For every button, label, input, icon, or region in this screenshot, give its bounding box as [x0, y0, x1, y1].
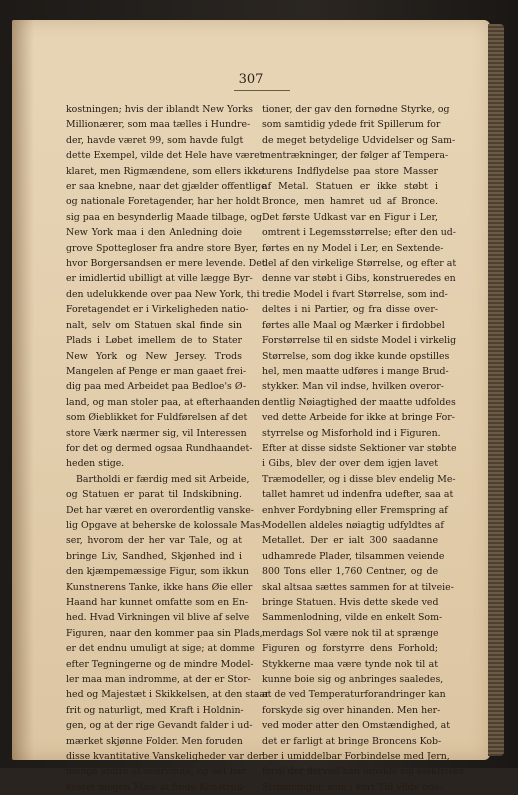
text-line: sig paa en besynderlig Maade tilbage, og: [66, 211, 263, 223]
text-line: Strømninger, som i kort Tid vilde ode-: [262, 781, 443, 793]
text-line: Millionærer, som maa tælles i Hundre-: [66, 119, 251, 131]
text-line: del af den virkelige Størrelse, og efter at: [262, 258, 457, 270]
text-line: efter Tegningerne og de mindre Model-: [66, 658, 254, 670]
text-line: hed. Hvad Virkningen vil blive af selve: [66, 612, 250, 624]
text-line: mærket skjønne Folder. Men foruden: [66, 735, 243, 747]
text-line: Det første Udkast var en Figur i Ler,: [262, 211, 438, 223]
text-line: den kjæmpemæssige Figur, som ikkun: [66, 566, 249, 578]
left-column: [66, 102, 270, 795]
text-line: mentrækninger, der følger af Tempera-: [262, 150, 449, 162]
page-number: 307: [238, 72, 264, 87]
text-line: denne var støbt i Gibs, konstrueredes en: [262, 273, 456, 285]
text-line: at de ved Temperaturforandringer kan: [262, 689, 446, 701]
text-line: ler maa man indromme, at der er Stor-: [66, 674, 251, 686]
text-line: ber i umiddelbar Forbindelse med Jern,: [262, 751, 450, 763]
text-line: af Metal. Statuen er ikke støbt i: [262, 181, 438, 193]
text-line: 800 Tons eller 1,760 Centner, og de: [262, 566, 438, 578]
text-line: Størrelse, som dog ikke kunde opstilles: [262, 350, 450, 362]
text-line: hel, men maatte udføres i mange Brud-: [262, 365, 449, 377]
text-line: stykker. Man vil indse, hvilken overor-: [262, 381, 444, 393]
text-line: bringe Statuen. Hvis dette skede ved: [262, 597, 439, 608]
text-line: klaret, men Rigmændene, som ellers ikke: [66, 165, 264, 177]
text-line: deltes i ni Partier, og fra disse over-: [262, 304, 438, 316]
text-line: Stykkerne maa være tynde nok til at: [262, 658, 438, 670]
text-line: disse kvantitative Vanskeligheder var der: [66, 751, 264, 763]
text-line: er saa knebne, naar det gjælder offentlige: [66, 181, 267, 193]
text-line: Mangelen af Penge er man gaaet frei-: [66, 365, 247, 377]
text-line: Efter at disse sidste Sektioner var støbte: [262, 442, 457, 454]
text-line: er det endnu umuligt at sige; at domme: [66, 643, 255, 655]
text-line: bringe Liv, Sandhed, Skjønhed ind i: [66, 550, 242, 562]
text-line: førtes en ny Model i Ler, en Sextende-: [262, 242, 444, 254]
text-line: tioner, der gav den fornødne Styrke, og: [262, 104, 450, 115]
text-line: ved moder atter den Omstændighed, at: [262, 720, 450, 732]
text-line: Forstørrelse til en sidste Model i virkelig: [262, 335, 457, 347]
text-line: Figuren og forstyrre dens Forhold;: [262, 643, 438, 655]
text-line: New York maa i den Anledning doie: [66, 227, 242, 239]
text-line: omtrent i Legemsstørrelse; efter den ud-: [262, 227, 456, 239]
text-line: gen, og at der rige Gevandt falder i ud-: [66, 720, 253, 732]
text-line: Træmodeller, og i disse blev endelig Me-: [262, 473, 456, 485]
text-line: turens Indflydelse paa store Masser: [262, 165, 438, 177]
text-line: den udelukkende over paa New York, thi: [66, 288, 260, 300]
text-line: udhamrede Plader, tilsammen veiende: [262, 550, 445, 562]
text-line: frit og naturligt, med Kraft i Holdnin-: [66, 704, 244, 716]
text-line: enhver Fordybning eller Fremspring af: [262, 504, 448, 516]
text-line: tredie Model i fvart Størrelse, som ind-: [262, 288, 448, 300]
text-line: det er farligt at bringe Broncens Kob-: [262, 735, 442, 747]
text-line: heden stige.: [66, 458, 125, 470]
text-line: Bartholdi er færdig med sit Arbeide,: [76, 473, 250, 485]
text-line: lig Opgave at beherske de kolossale Mas-: [66, 519, 264, 531]
text-line: førtes alle Maal og Mærker i firdobbel: [262, 319, 445, 331]
text-line: store Værk nærmer sig, vil Interessen: [66, 427, 247, 439]
text-line: kunne boie sig og anbringes saaledes,: [262, 674, 444, 686]
right-column: [262, 102, 465, 795]
text-line: Kunstnerens Tanke, ikke hans Øie eller: [66, 581, 253, 593]
text-line: styrrelse og Misforhold ind i Figuren.: [262, 427, 441, 439]
text-line: ser, hvorom der her var Tale, og at: [66, 535, 242, 547]
text-line: Metallet. Der er ialt 300 saadanne: [262, 535, 438, 547]
text-line: merdags Sol være nok til at sprænge: [262, 627, 439, 639]
text-line: tallet hamret ud indenfra udefter, saa at: [262, 489, 454, 501]
text-line: dig paa med Arbeidet paa Bedloe's Ø-: [66, 381, 247, 393]
text-line: Figuren, naar den kommer paa sin Plads,: [66, 627, 263, 639]
text-line: Modellen aldeles nøiagtig udfyldtes af: [262, 519, 444, 531]
text-line: ved dette Arbeide for ikke at bringe For-: [262, 412, 455, 424]
text-line: som Øieblikket for Fuldførelsen af det: [66, 412, 248, 424]
text-line: mange andre at overvinde, og det har: [66, 766, 246, 778]
text-line: fordi der derved kan udvikle sig elektriske: [262, 766, 465, 778]
text-line: Haand har kunnet omfatte som en En-: [66, 597, 249, 608]
text-line: grove Spottegloser fra andre store Byer,: [66, 242, 259, 254]
text-line: de meget betydelige Udvidelser og Sam-: [262, 134, 456, 146]
text-line: er imidlertid ubilligt at ville lægge Byr-: [66, 273, 253, 285]
text-line: i Gibs, blev der over dem igjen lavet: [262, 458, 438, 470]
header-rule: [234, 90, 290, 91]
text-line: Foretagendet er i Virkeligheden natio-: [66, 304, 249, 316]
text-line: land, og man stoler paa, at efterhaanden: [66, 396, 261, 408]
text-line: dentlig Nøiagtighed der maatte udfoldes: [262, 396, 456, 408]
text-line: kostet megen Møie at finde Konstruk-: [66, 781, 246, 793]
text-line: Sammenlodning, vilde en enkelt Som-: [262, 612, 443, 624]
text-line: dette Exempel, vilde det Hele have været: [66, 150, 264, 162]
text-line: hvor Borgersandsen er mere levende. Det: [66, 258, 266, 270]
text-line: kostningen; hvis der iblandt New Yorks: [66, 104, 253, 115]
text-line: nalt, selv om Statuen skal finde sin: [66, 319, 242, 331]
text-line: og nationale Foretagender, har her holdt: [66, 196, 260, 208]
text-line: Bronce, men hamret ud af Bronce.: [262, 196, 438, 208]
text-line: Det har været en overordentlig vanske-: [66, 504, 254, 516]
text-line: for det og dermed ogsaa Rundhaandet-: [66, 442, 253, 454]
text-line: skal altsaa sættes sammen for at tilveie-: [262, 581, 454, 593]
text-line: Plads i Løbet imellem de to Stater: [66, 335, 242, 347]
page-gutter-shadow: [12, 20, 34, 760]
text-line: hed og Majestæt i Skikkelsen, at den staar: [66, 689, 270, 701]
book-page: [12, 20, 490, 793]
text-line: som samtidig ydede frit Spillerum for: [262, 119, 441, 131]
text-line: New York og New Jersey. Trods: [66, 350, 242, 362]
page-edges: [488, 24, 504, 756]
text-line: forskyde sig over hinanden. Men her-: [262, 704, 441, 716]
text-line: der, havde været 99, som havde fulgt: [66, 134, 244, 146]
text-line: og Statuen er parat til Indskibning.: [66, 489, 242, 501]
